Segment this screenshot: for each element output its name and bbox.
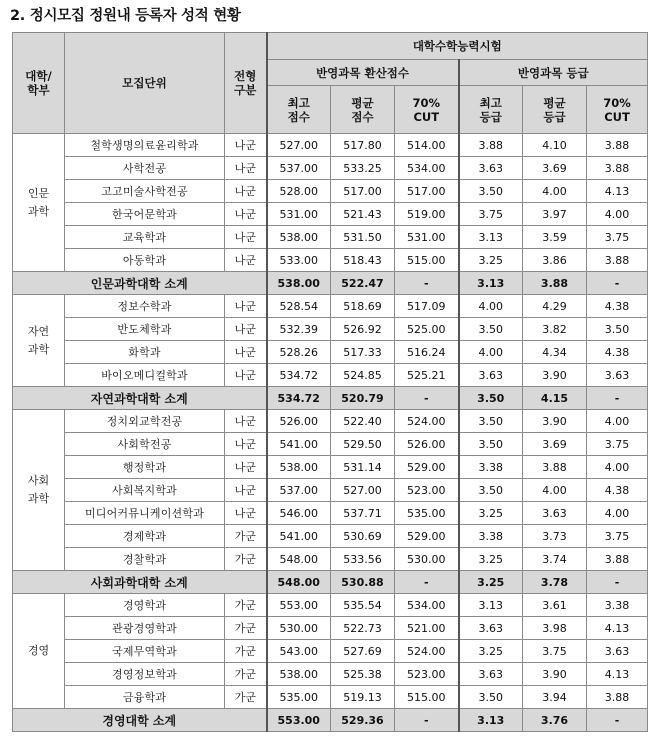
- header-col-0: 최고 점수: [267, 86, 331, 134]
- score-cell: 3.75: [523, 640, 587, 663]
- unit-name: 교육학과: [65, 226, 225, 249]
- table-row: [13, 295, 648, 318]
- score-cell: 3.88: [523, 456, 587, 479]
- table-row: [13, 134, 648, 157]
- score-cell: 524.00: [395, 410, 459, 433]
- score-cell: 4.00: [587, 502, 648, 525]
- score-cell: 528.26: [267, 341, 331, 364]
- score-cell: 4.13: [587, 180, 648, 203]
- unit-name: 미디어커뮤니케이션학과: [65, 502, 225, 525]
- score-cell: 4.38: [587, 479, 648, 502]
- admission-kind: 나군: [225, 433, 267, 456]
- score-cell: 3.75: [587, 525, 648, 548]
- score-cell: 532.39: [267, 318, 331, 341]
- score-cell: 3.82: [523, 318, 587, 341]
- table-row: [13, 456, 648, 479]
- score-cell: 525.21: [395, 364, 459, 387]
- admission-kind: 가군: [225, 617, 267, 640]
- admission-kind: 나군: [225, 456, 267, 479]
- header-college: 대학/ 학부: [13, 33, 65, 134]
- unit-name: 사학전공: [65, 157, 225, 180]
- score-cell: 524.00: [395, 640, 459, 663]
- subtotal-row: [13, 571, 648, 594]
- score-cell: 523.00: [395, 479, 459, 502]
- score-cell: 534.00: [395, 157, 459, 180]
- score-cell: 4.00: [587, 456, 648, 479]
- score-cell: 541.00: [267, 525, 331, 548]
- header-exam: 대학수학능력시험: [267, 33, 648, 60]
- admission-kind: 나군: [225, 134, 267, 157]
- subtotal-label: 사회과학대학 소계: [13, 571, 267, 594]
- subtotal-cell: -: [395, 272, 459, 295]
- table-row: [13, 525, 648, 548]
- score-cell: 3.74: [523, 548, 587, 571]
- subtotal-cell: 3.76: [523, 709, 587, 732]
- score-cell: 537.00: [267, 479, 331, 502]
- score-cell: 3.88: [459, 134, 523, 157]
- table-row: [13, 157, 648, 180]
- table-row: [13, 548, 648, 571]
- header-col-5: 70% CUT: [587, 86, 648, 134]
- score-cell: 4.38: [587, 295, 648, 318]
- header-col-1: 평균 점수: [331, 86, 395, 134]
- score-cell: 530.00: [395, 548, 459, 571]
- score-cell: 4.13: [587, 617, 648, 640]
- score-cell: 4.00: [523, 180, 587, 203]
- score-cell: 531.00: [267, 203, 331, 226]
- score-cell: 537.00: [267, 157, 331, 180]
- score-cell: 533.56: [331, 548, 395, 571]
- score-cell: 538.00: [267, 226, 331, 249]
- score-cell: 526.00: [267, 410, 331, 433]
- subtotal-row: [13, 387, 648, 410]
- header-col-3: 최고 등급: [459, 86, 523, 134]
- score-cell: 522.73: [331, 617, 395, 640]
- admission-kind: 가군: [225, 640, 267, 663]
- table-row: [13, 180, 648, 203]
- score-cell: 3.63: [587, 640, 648, 663]
- score-cell: 517.00: [395, 180, 459, 203]
- admission-kind: 가군: [225, 594, 267, 617]
- score-cell: 4.00: [587, 203, 648, 226]
- admission-score-table: [12, 32, 648, 732]
- score-cell: 530.69: [331, 525, 395, 548]
- score-cell: 3.97: [523, 203, 587, 226]
- admission-kind: 나군: [225, 479, 267, 502]
- score-cell: 3.88: [587, 686, 648, 709]
- score-cell: 528.54: [267, 295, 331, 318]
- score-cell: 3.50: [459, 479, 523, 502]
- unit-name: 사회복지학과: [65, 479, 225, 502]
- score-cell: 529.00: [395, 525, 459, 548]
- score-cell: 553.00: [267, 594, 331, 617]
- score-cell: 527.69: [331, 640, 395, 663]
- score-cell: 3.50: [459, 686, 523, 709]
- subtotal-cell: 3.50: [459, 387, 523, 410]
- subtotal-cell: 530.88: [331, 571, 395, 594]
- college-name: 인문 과학: [13, 134, 65, 272]
- score-cell: 521.00: [395, 617, 459, 640]
- table-row: [13, 640, 648, 663]
- score-cell: 3.25: [459, 548, 523, 571]
- unit-name: 한국어문학과: [65, 203, 225, 226]
- unit-name: 경제학과: [65, 525, 225, 548]
- score-cell: 3.25: [459, 640, 523, 663]
- subtotal-cell: 553.00: [267, 709, 331, 732]
- score-cell: 3.63: [459, 663, 523, 686]
- score-cell: 548.00: [267, 548, 331, 571]
- table-row: [13, 594, 648, 617]
- score-cell: 519.13: [331, 686, 395, 709]
- admission-kind: 나군: [225, 364, 267, 387]
- score-cell: 535.00: [395, 502, 459, 525]
- unit-name: 반도체학과: [65, 318, 225, 341]
- table-row: [13, 249, 648, 272]
- unit-name: 국제무역학과: [65, 640, 225, 663]
- college-name: 사회 과학: [13, 410, 65, 571]
- score-cell: 523.00: [395, 663, 459, 686]
- score-cell: 4.00: [523, 479, 587, 502]
- admission-kind: 나군: [225, 318, 267, 341]
- table-row: [13, 433, 648, 456]
- score-cell: 3.69: [523, 433, 587, 456]
- score-cell: 3.13: [459, 226, 523, 249]
- score-cell: 518.43: [331, 249, 395, 272]
- table-row: [13, 617, 648, 640]
- score-cell: 516.24: [395, 341, 459, 364]
- score-cell: 529.50: [331, 433, 395, 456]
- score-cell: 4.00: [459, 341, 523, 364]
- score-cell: 525.38: [331, 663, 395, 686]
- subtotal-row: [13, 709, 648, 732]
- score-cell: 541.00: [267, 433, 331, 456]
- score-cell: 3.50: [459, 433, 523, 456]
- score-cell: 517.09: [395, 295, 459, 318]
- score-cell: 538.00: [267, 663, 331, 686]
- score-cell: 524.85: [331, 364, 395, 387]
- subtotal-row: [13, 272, 648, 295]
- subtotal-cell: 534.72: [267, 387, 331, 410]
- score-cell: 533.00: [267, 249, 331, 272]
- subtotal-cell: -: [587, 571, 648, 594]
- score-cell: 4.34: [523, 341, 587, 364]
- admission-kind: 나군: [225, 295, 267, 318]
- score-cell: 546.00: [267, 502, 331, 525]
- score-cell: 531.00: [395, 226, 459, 249]
- college-name: 자연 과학: [13, 295, 65, 387]
- header-score-group: 반영과목 환산점수: [267, 60, 459, 86]
- table-row: [13, 410, 648, 433]
- unit-name: 정치외교학전공: [65, 410, 225, 433]
- score-cell: 3.63: [523, 502, 587, 525]
- admission-kind: 가군: [225, 663, 267, 686]
- score-cell: 3.50: [459, 318, 523, 341]
- score-cell: 4.38: [587, 341, 648, 364]
- subtotal-cell: 538.00: [267, 272, 331, 295]
- score-cell: 534.00: [395, 594, 459, 617]
- score-cell: 3.59: [523, 226, 587, 249]
- score-cell: 3.63: [459, 364, 523, 387]
- subtotal-cell: 529.36: [331, 709, 395, 732]
- unit-name: 화학과: [65, 341, 225, 364]
- score-cell: 4.10: [523, 134, 587, 157]
- score-cell: 3.98: [523, 617, 587, 640]
- score-cell: 526.92: [331, 318, 395, 341]
- score-cell: 3.38: [587, 594, 648, 617]
- header-unit: 모집단위: [65, 33, 225, 134]
- subtotal-cell: 4.15: [523, 387, 587, 410]
- subtotal-cell: -: [587, 272, 648, 295]
- score-cell: 3.90: [523, 410, 587, 433]
- score-cell: 4.29: [523, 295, 587, 318]
- unit-name: 행정학과: [65, 456, 225, 479]
- score-cell: 531.50: [331, 226, 395, 249]
- unit-name: 아동학과: [65, 249, 225, 272]
- unit-name: 경찰학과: [65, 548, 225, 571]
- subtotal-cell: -: [395, 571, 459, 594]
- score-cell: 517.80: [331, 134, 395, 157]
- admission-kind: 나군: [225, 226, 267, 249]
- header-kind: 전형 구분: [225, 33, 267, 134]
- score-cell: 3.63: [587, 364, 648, 387]
- subtotal-cell: 3.88: [523, 272, 587, 295]
- table-row: [13, 663, 648, 686]
- subtotal-cell: -: [587, 709, 648, 732]
- score-cell: 519.00: [395, 203, 459, 226]
- score-cell: 3.61: [523, 594, 587, 617]
- admission-kind: 가군: [225, 548, 267, 571]
- score-cell: 525.00: [395, 318, 459, 341]
- unit-name: 관광경영학과: [65, 617, 225, 640]
- subtotal-cell: 548.00: [267, 571, 331, 594]
- score-cell: 543.00: [267, 640, 331, 663]
- score-cell: 3.88: [587, 157, 648, 180]
- header-col-4: 평균 등급: [523, 86, 587, 134]
- unit-name: 사회학전공: [65, 433, 225, 456]
- unit-name: 고고미술사학전공: [65, 180, 225, 203]
- score-cell: 3.88: [587, 249, 648, 272]
- table-row: [13, 203, 648, 226]
- subtotal-cell: 3.78: [523, 571, 587, 594]
- score-cell: 3.90: [523, 364, 587, 387]
- score-cell: 3.69: [523, 157, 587, 180]
- score-cell: 534.72: [267, 364, 331, 387]
- score-cell: 3.75: [587, 226, 648, 249]
- score-cell: 3.25: [459, 249, 523, 272]
- score-cell: 3.38: [459, 456, 523, 479]
- subtotal-cell: 3.13: [459, 709, 523, 732]
- score-cell: 527.00: [267, 134, 331, 157]
- admission-kind: 나군: [225, 249, 267, 272]
- table-row: [13, 479, 648, 502]
- score-cell: 4.00: [459, 295, 523, 318]
- score-cell: 3.50: [459, 180, 523, 203]
- admission-kind: 나군: [225, 203, 267, 226]
- score-cell: 528.00: [267, 180, 331, 203]
- table-row: [13, 364, 648, 387]
- score-cell: 3.90: [523, 663, 587, 686]
- subtotal-cell: 520.79: [331, 387, 395, 410]
- score-cell: 3.25: [459, 502, 523, 525]
- admission-kind: 가군: [225, 525, 267, 548]
- score-cell: 535.00: [267, 686, 331, 709]
- table-row: [13, 318, 648, 341]
- subtotal-label: 경영대학 소계: [13, 709, 267, 732]
- table-row: [13, 341, 648, 364]
- score-cell: 538.00: [267, 456, 331, 479]
- admission-kind: 가군: [225, 686, 267, 709]
- unit-name: 정보수학과: [65, 295, 225, 318]
- score-cell: 3.94: [523, 686, 587, 709]
- score-cell: 3.75: [587, 433, 648, 456]
- score-cell: 537.71: [331, 502, 395, 525]
- subtotal-label: 인문과학대학 소계: [13, 272, 267, 295]
- admission-kind: 나군: [225, 180, 267, 203]
- admission-kind: 나군: [225, 502, 267, 525]
- score-cell: 526.00: [395, 433, 459, 456]
- score-cell: 3.63: [459, 157, 523, 180]
- unit-name: 바이오메디컬학과: [65, 364, 225, 387]
- score-cell: 3.73: [523, 525, 587, 548]
- score-cell: 4.13: [587, 663, 648, 686]
- score-cell: 517.33: [331, 341, 395, 364]
- score-cell: 518.69: [331, 295, 395, 318]
- admission-kind: 나군: [225, 157, 267, 180]
- table-row: [13, 226, 648, 249]
- subtotal-cell: 522.47: [331, 272, 395, 295]
- score-cell: 3.88: [587, 134, 648, 157]
- score-cell: 515.00: [395, 686, 459, 709]
- score-cell: 3.50: [587, 318, 648, 341]
- admission-kind: 나군: [225, 410, 267, 433]
- score-cell: 530.00: [267, 617, 331, 640]
- score-cell: 529.00: [395, 456, 459, 479]
- page-title: 2. 정시모집 정원내 등록자 성적 현황: [10, 8, 241, 24]
- unit-name: 금융학과: [65, 686, 225, 709]
- score-cell: 3.86: [523, 249, 587, 272]
- subtotal-cell: -: [395, 709, 459, 732]
- header-grade-group: 반영과목 등급: [459, 60, 648, 86]
- score-cell: 3.63: [459, 617, 523, 640]
- score-cell: 517.00: [331, 180, 395, 203]
- score-cell: 533.25: [331, 157, 395, 180]
- score-cell: 3.13: [459, 594, 523, 617]
- unit-name: 철학생명의료윤리학과: [65, 134, 225, 157]
- unit-name: 경영학과: [65, 594, 225, 617]
- subtotal-cell: 3.13: [459, 272, 523, 295]
- college-name: 경영: [13, 594, 65, 709]
- subtotal-cell: -: [395, 387, 459, 410]
- header-col-2: 70% CUT: [395, 86, 459, 134]
- admission-kind: 나군: [225, 341, 267, 364]
- score-cell: 3.88: [587, 548, 648, 571]
- subtotal-label: 자연과학대학 소계: [13, 387, 267, 410]
- score-cell: 3.38: [459, 525, 523, 548]
- score-cell: 4.00: [587, 410, 648, 433]
- score-cell: 535.54: [331, 594, 395, 617]
- score-cell: 531.14: [331, 456, 395, 479]
- subtotal-cell: -: [587, 387, 648, 410]
- score-cell: 515.00: [395, 249, 459, 272]
- subtotal-cell: 3.25: [459, 571, 523, 594]
- score-cell: 3.50: [459, 410, 523, 433]
- score-cell: 514.00: [395, 134, 459, 157]
- score-cell: 521.43: [331, 203, 395, 226]
- unit-name: 경영정보학과: [65, 663, 225, 686]
- table-row: [13, 686, 648, 709]
- score-cell: 522.40: [331, 410, 395, 433]
- score-cell: 3.75: [459, 203, 523, 226]
- table-row: [13, 502, 648, 525]
- score-cell: 527.00: [331, 479, 395, 502]
